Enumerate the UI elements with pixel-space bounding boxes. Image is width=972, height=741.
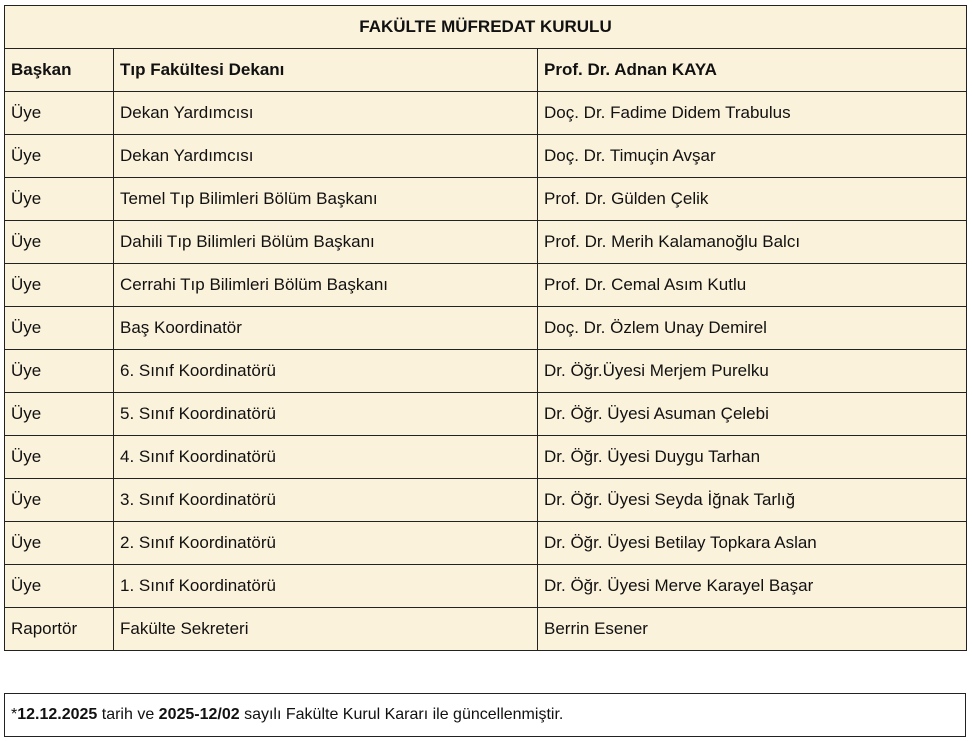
table-row: [5, 608, 967, 651]
row-person: Prof. Dr. Cemal Asım Kutlu: [538, 264, 967, 307]
row-role: Üye: [5, 135, 114, 178]
row-person: Dr. Öğr. Üyesi Asuman Çelebi: [538, 393, 967, 436]
row-role: Üye: [5, 565, 114, 608]
table-row: [5, 479, 967, 522]
row-position: Baş Koordinatör: [114, 307, 538, 350]
row-person: Dr. Öğr. Üyesi Merve Karayel Başar: [538, 565, 967, 608]
chair-role: Başkan: [5, 49, 114, 92]
table-title: FAKÜLTE MÜFREDAT KURULU: [5, 6, 967, 49]
row-position: Fakülte Sekreteri: [114, 608, 538, 651]
row-role: Üye: [5, 264, 114, 307]
footnote-asterisk: *: [11, 706, 18, 723]
row-position: 5. Sınıf Koordinatörü: [114, 393, 538, 436]
row-role: Üye: [5, 92, 114, 135]
committee-table-body: [5, 6, 967, 651]
table-row: [5, 221, 967, 264]
row-role: Üye: [5, 350, 114, 393]
row-position: 6. Sınıf Koordinatörü: [114, 350, 538, 393]
table-row: [5, 393, 967, 436]
row-position: 4. Sınıf Koordinatörü: [114, 436, 538, 479]
table-row: [5, 522, 967, 565]
footnote-date: 12.12.2025: [17, 706, 98, 723]
row-position: 2. Sınıf Koordinatörü: [114, 522, 538, 565]
row-person: Prof. Dr. Gülden Çelik: [538, 178, 967, 221]
row-person: Dr. Öğr. Üyesi Betilay Topkara Aslan: [538, 522, 967, 565]
row-role: Üye: [5, 479, 114, 522]
row-person: Dr. Öğr. Üyesi Seyda İğnak Tarlığ: [538, 479, 967, 522]
row-person: Prof. Dr. Merih Kalamanoğlu Balcı: [538, 221, 967, 264]
row-role: Üye: [5, 178, 114, 221]
table-title-row: [5, 6, 967, 49]
footnote-decision-number: 2025-12/02: [158, 706, 240, 723]
row-person: Doç. Dr. Timuçin Avşar: [538, 135, 967, 178]
committee-table: [4, 5, 967, 651]
row-position: 1. Sınıf Koordinatörü: [114, 565, 538, 608]
table-row: [5, 436, 967, 479]
chair-position: Tıp Fakültesi Dekanı: [114, 49, 538, 92]
chair-person: Prof. Dr. Adnan KAYA: [538, 49, 967, 92]
row-person: Dr. Öğr. Üyesi Duygu Tarhan: [538, 436, 967, 479]
row-role: Üye: [5, 221, 114, 264]
row-role: Üye: [5, 522, 114, 565]
table-row: [5, 307, 967, 350]
table-row: [5, 92, 967, 135]
table-row: [5, 178, 967, 221]
row-person: Doç. Dr. Özlem Unay Demirel: [538, 307, 967, 350]
row-position: Cerrahi Tıp Bilimleri Bölüm Başkanı: [114, 264, 538, 307]
row-role: Raportör: [5, 608, 114, 651]
row-person: Dr. Öğr.Üyesi Merjem Purelku: [538, 350, 967, 393]
row-position: Dekan Yardımcısı: [114, 92, 538, 135]
chair-row: [5, 49, 967, 92]
row-role: Üye: [5, 393, 114, 436]
row-role: Üye: [5, 436, 114, 479]
table-row: [5, 565, 967, 608]
row-position: 3. Sınıf Koordinatörü: [114, 479, 538, 522]
footnote-text-2: sayılı Fakülte Kurul Kararı ile güncellenmiştir.: [239, 706, 564, 723]
table-row: [5, 264, 967, 307]
row-person: Doç. Dr. Fadime Didem Trabulus: [538, 92, 967, 135]
footnote: [4, 693, 966, 737]
footnote-text-1: tarih ve: [97, 706, 159, 723]
table-row: [5, 135, 967, 178]
row-position: Temel Tıp Bilimleri Bölüm Başkanı: [114, 178, 538, 221]
row-position: Dekan Yardımcısı: [114, 135, 538, 178]
row-role: Üye: [5, 307, 114, 350]
row-person: Berrin Esener: [538, 608, 967, 651]
table-row: [5, 350, 967, 393]
row-position: Dahili Tıp Bilimleri Bölüm Başkanı: [114, 221, 538, 264]
